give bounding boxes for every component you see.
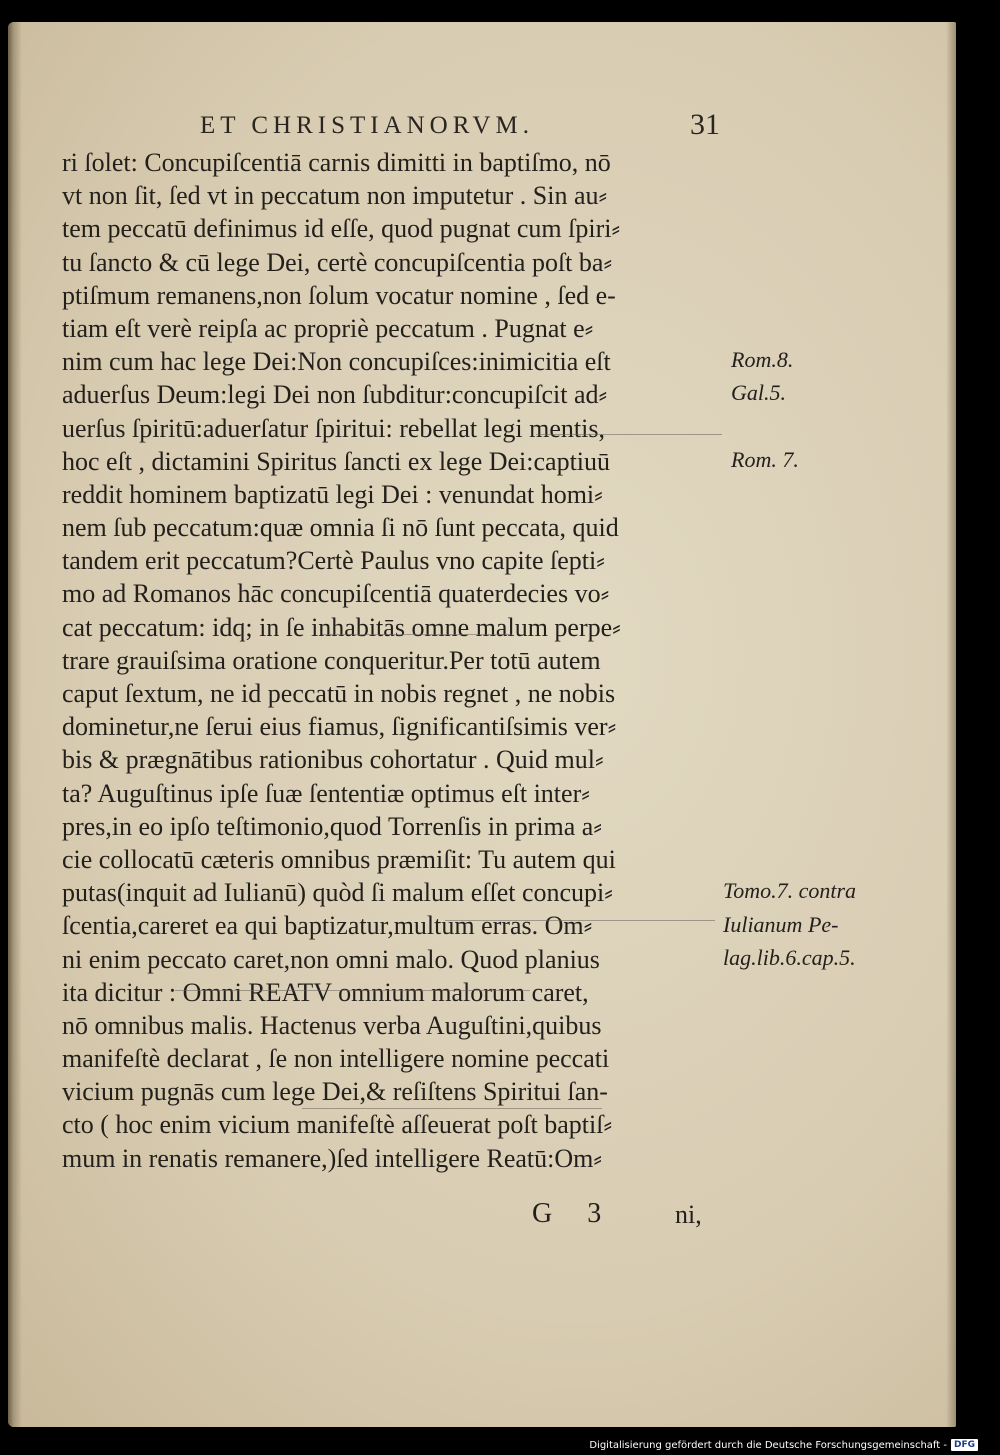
text-line: mum in renatis remanere,)ſed intelligere Reatū:Om⸗ bbox=[62, 1143, 603, 1173]
footer-credit-text: Digitalisierung gefördert durch die Deutsche Forschungsgemeinschaft - bbox=[589, 1439, 947, 1451]
page-number: 31 bbox=[690, 108, 720, 141]
text-line: aduerſus Deum:legi Dei non ſubditur:concupiſcit ad⸗ bbox=[62, 380, 608, 410]
margin-note: Rom. 7. bbox=[731, 446, 799, 472]
running-head: ET CHRISTIANORVM. bbox=[200, 112, 534, 139]
body-text bbox=[62, 146, 742, 1175]
text-line: ta? Auguſtinus ipſe ſuæ ſententiæ optimus eſt inter⸗ bbox=[62, 778, 590, 808]
text-line: ſcentia,careret ea qui baptizatur,multum erras. Om⸗ bbox=[62, 911, 593, 941]
text-line: cat peccatum: idq; in ſe inhabitās omne malum perpe⸗ bbox=[62, 612, 621, 642]
text-line: ri ſolet: Concupiſcentiā carnis dimitti in baptiſmo, nō bbox=[62, 148, 611, 177]
text-line: mo ad Romanos hāc concupiſcentiā quaterdecies vo⸗ bbox=[62, 579, 610, 609]
footer-credit bbox=[589, 1439, 978, 1451]
text-line: manifeſtè declarat , ſe non intelligere nomine peccati bbox=[62, 1044, 610, 1074]
text-line: vt non ſit, ſed vt in peccatum non imputetur . Sin au⸗ bbox=[62, 181, 608, 211]
margin-note: Rom.8. bbox=[731, 347, 794, 373]
margin-note: Gal.5. bbox=[731, 380, 786, 406]
text-line: dominetur,ne ſerui eius fiamus, ſignificantiſsimis ver⸗ bbox=[62, 712, 617, 742]
text-line: caput ſextum, ne id peccatū in nobis regnet , ne nobis bbox=[62, 679, 616, 708]
dfg-logo: DFG bbox=[951, 1439, 978, 1451]
text-line: ita dicitur : Omni REATV omnium malorum caret, bbox=[62, 977, 589, 1007]
pencil-underline bbox=[445, 920, 715, 921]
page-edge-shadow-left bbox=[8, 22, 22, 1427]
pencil-underline bbox=[302, 1108, 602, 1109]
text-line: tandem erit peccatum?Certè Paulus vno capite ſepti⸗ bbox=[62, 546, 605, 576]
text-line: trare grauiſsima oratione conqueritur.Per totū autem bbox=[62, 645, 601, 675]
pencil-underline bbox=[175, 990, 530, 991]
pencil-underline bbox=[322, 634, 512, 635]
text-line: ni enim peccato caret,non omni malo. Quod planius bbox=[62, 944, 600, 974]
text-line: reddit hominem baptizatū legi Dei : venundat homi⸗ bbox=[62, 479, 603, 509]
text-line: uerſus ſpiritū:aduerſatur ſpiritui: rebellat legi mentis, bbox=[62, 413, 605, 443]
text-line: nim cum hac lege Dei:Non concupiſces:inimicitia eſt bbox=[62, 347, 611, 377]
text-line: cie collocatū cæteris omnibus præmiſit: Tu autem qui bbox=[62, 844, 616, 874]
text-line: tem peccatū definimus id eſſe, quod pugnat cum ſpiri⸗ bbox=[62, 214, 621, 244]
page-edge-shadow-right bbox=[946, 22, 956, 1427]
text-line: putas(inquit ad Iulianū) quòd ſi malum eſſet concupi⸗ bbox=[62, 878, 613, 908]
margin-note: lag.lib.6.cap.5. bbox=[723, 944, 856, 970]
text-line: nem ſub peccatum:quæ omnia ſi nō ſunt peccata, quid bbox=[62, 513, 619, 543]
text-line: tiam eſt verè reipſa ac propriè peccatum . Pugnat e⸗ bbox=[62, 313, 594, 343]
catchword: ni, bbox=[675, 1200, 702, 1229]
pencil-underline bbox=[536, 434, 722, 435]
signature-mark: G 3 bbox=[532, 1198, 616, 1229]
text-line: nō omnibus malis. Hactenus verba Auguſtini,quibus bbox=[62, 1010, 602, 1040]
text-line: cto ( hoc enim vicium manifeſtè aſſeuerat poſt baptiſ⸗ bbox=[62, 1110, 613, 1140]
text-line: hoc eſt , dictamini Spiritus ſancti ex lege Dei:captiuū bbox=[62, 446, 611, 476]
margin-note: Tomo.7. contra bbox=[723, 878, 857, 904]
text-line: pres,in eo ipſo teſtimonio,quod Torrenſis in prima a⸗ bbox=[62, 811, 602, 841]
text-line: tu ſancto & cū lege Dei, certè concupiſcentia poſt ba⸗ bbox=[62, 247, 613, 277]
text-line: vicium pugnās cum lege Dei,& reſiſtens Spiritui ſan- bbox=[62, 1077, 608, 1107]
text-line: ptiſmum remanens,non ſolum vocatur nomine , ſed e- bbox=[62, 280, 616, 310]
margin-note: Iulianum Pe- bbox=[723, 911, 839, 937]
text-line: bis & prægnātibus rationibus cohortatur . Quid mul⸗ bbox=[62, 745, 604, 775]
